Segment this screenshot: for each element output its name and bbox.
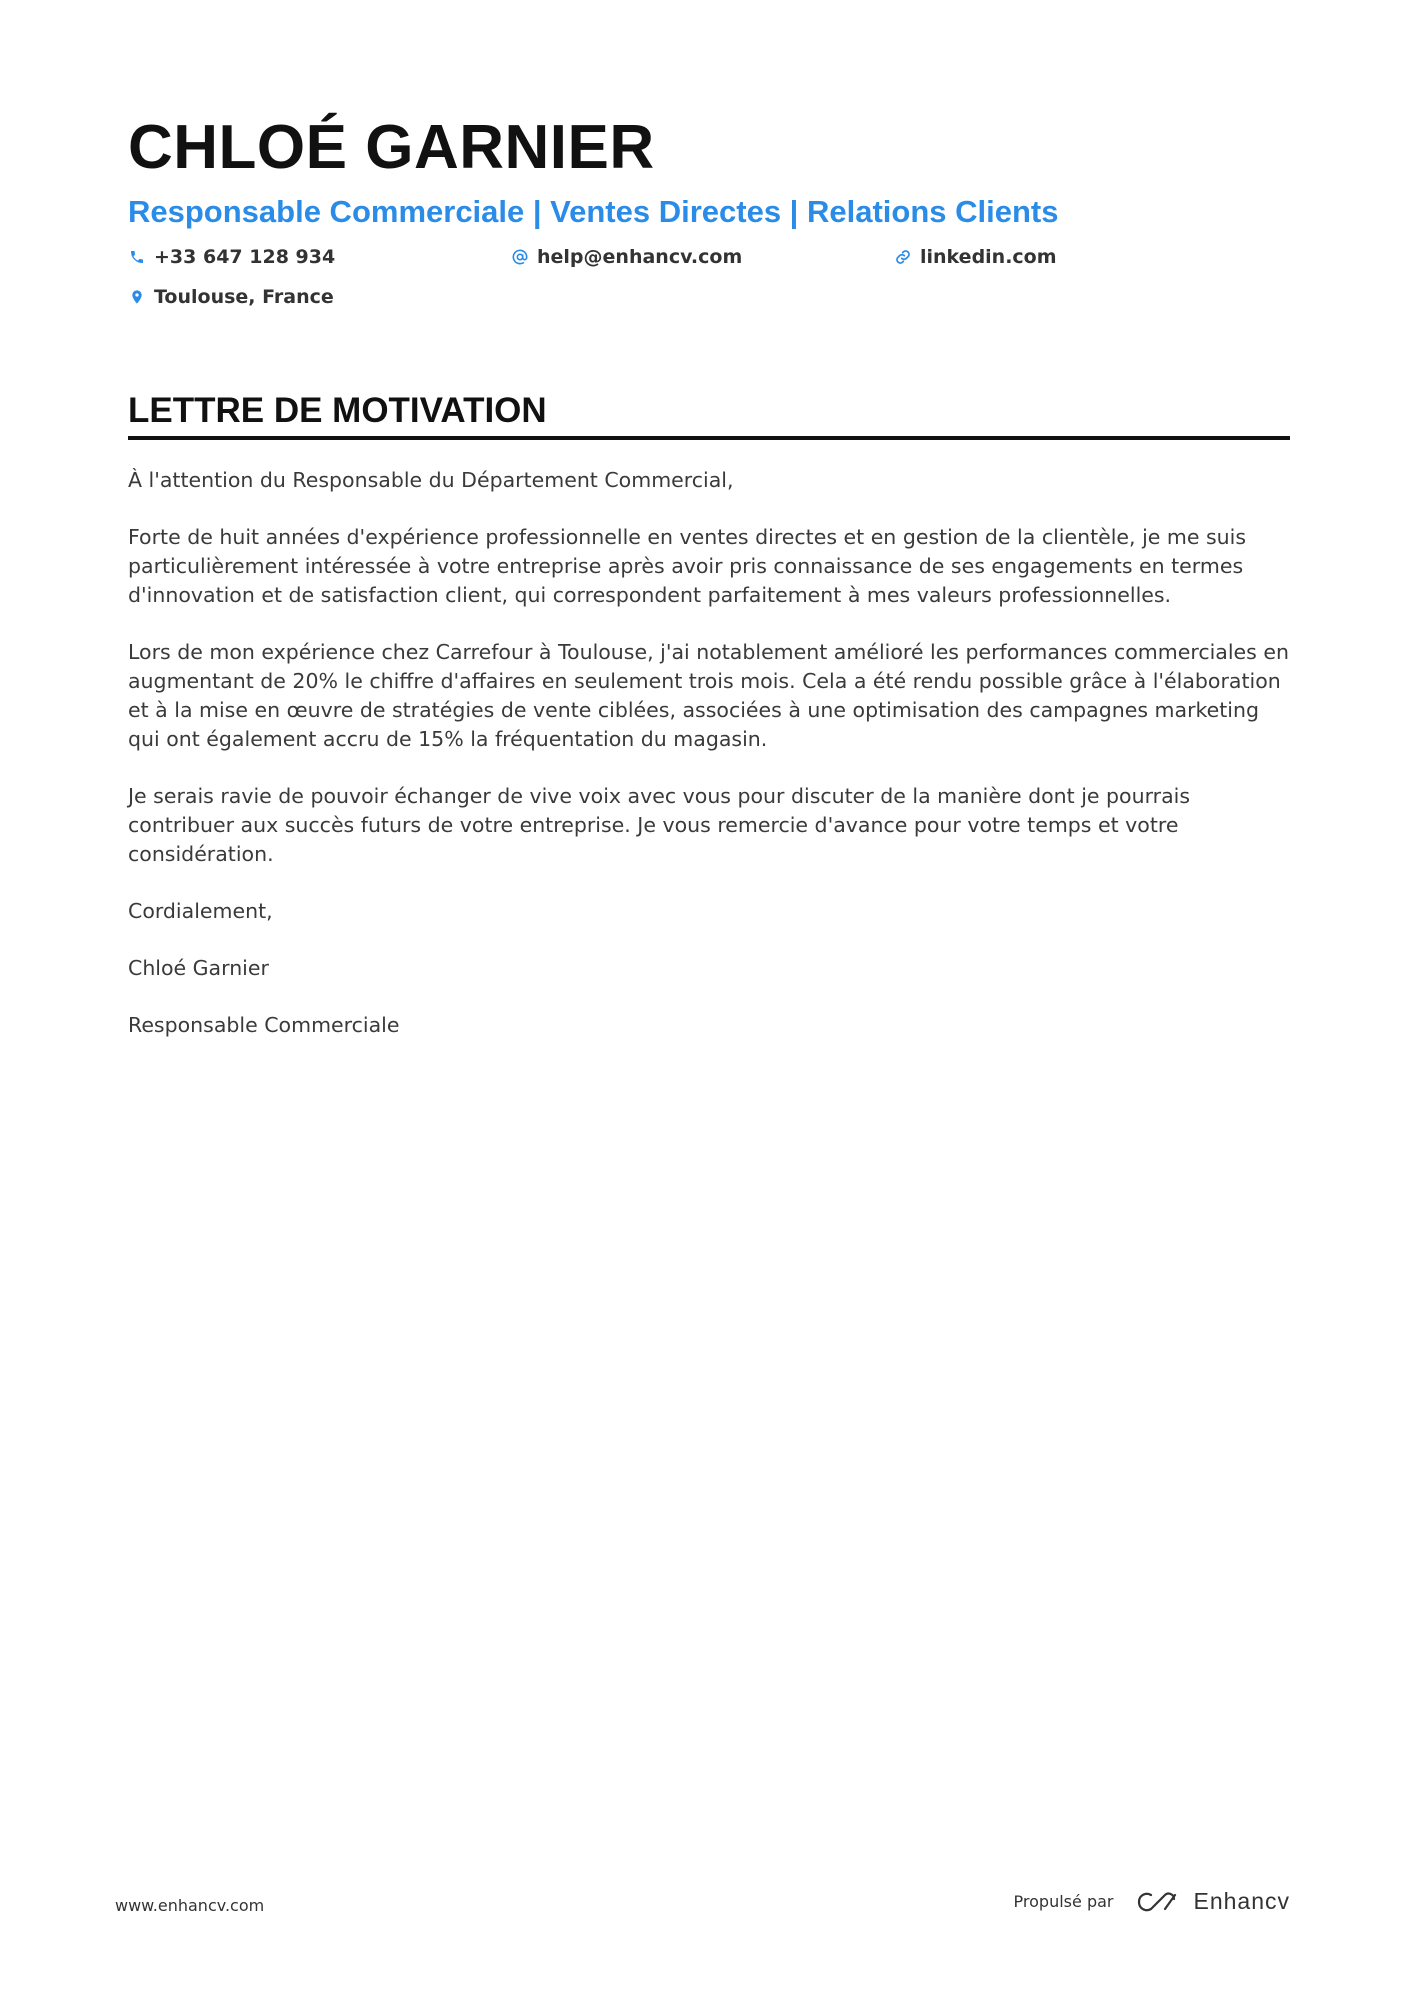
signature-title: Responsable Commerciale	[128, 1013, 400, 1037]
signature-name: Chloé Garnier	[128, 956, 269, 980]
link-icon	[894, 248, 912, 266]
at-icon	[511, 248, 529, 266]
location-pin-icon	[128, 288, 146, 306]
phone-icon	[128, 248, 146, 266]
contact-email[interactable]	[511, 244, 894, 270]
linkedin-url[interactable]: linkedin.com	[920, 246, 1057, 268]
footer-website[interactable]: www.enhancv.com	[115, 1896, 265, 1915]
candidate-name: CHLOÉ GARNIER	[128, 113, 655, 182]
location-text: Toulouse, France	[154, 286, 334, 308]
letter-paragraph: Lors de mon expérience chez Carrefour à Toulouse, j'ai notablement amélioré les performances commerciales en augmentant de 20% le chiffre d'affaires en seulement trois mois. Cela a été rendu possible grâce à l'élaboration et à la mise en œuvre de stratégies de vente ciblées, associées à une optimisation des campagnes marketing qui ont également accru de 15% la fréquentation du magasin.	[128, 640, 1289, 751]
brand-name: Enhancv	[1193, 1888, 1290, 1914]
contact-link[interactable]	[894, 244, 1277, 270]
letter-paragraph: Forte de huit années d'expérience professionnelle en ventes directes et en gestion de la clientèle, je me suis particulièrement intéressée à votre entreprise après avoir pris connaissance de ses engagements en termes d'innovation et de satisfaction client, qui correspondent parfaitement à mes valeurs professionnelles.	[128, 525, 1247, 607]
contact-phone	[128, 244, 511, 270]
letter-closing: Cordialement,	[128, 899, 273, 923]
footer-branding[interactable]	[1014, 1888, 1290, 1915]
email-address[interactable]: help@enhancv.com	[537, 246, 743, 268]
section-title: LETTRE DE MOTIVATION	[128, 391, 547, 430]
letter-paragraph: Je serais ravie de pouvoir échanger de vive voix avec vous pour discuter de la manière dont je pourrais contribuer aux succès futurs de votre entreprise. Je vous remercie d'avance pour votre temps et votre considération.	[128, 784, 1191, 866]
headline: Responsable Commerciale | Ventes Directes | Relations Clients	[128, 194, 1059, 229]
cover-letter-page	[128, 110, 1290, 1068]
letter-body	[128, 466, 1290, 1040]
section-divider	[128, 436, 1290, 440]
contact-location	[128, 284, 511, 310]
powered-by-label: Propulsé par	[1013, 1892, 1114, 1911]
phone-number: +33 647 128 934	[154, 246, 336, 268]
contact-info	[128, 244, 1290, 310]
letter-salutation: À l'attention du Responsable du Département Commercial,	[128, 468, 734, 492]
enhancv-logo-icon	[1135, 1889, 1181, 1915]
